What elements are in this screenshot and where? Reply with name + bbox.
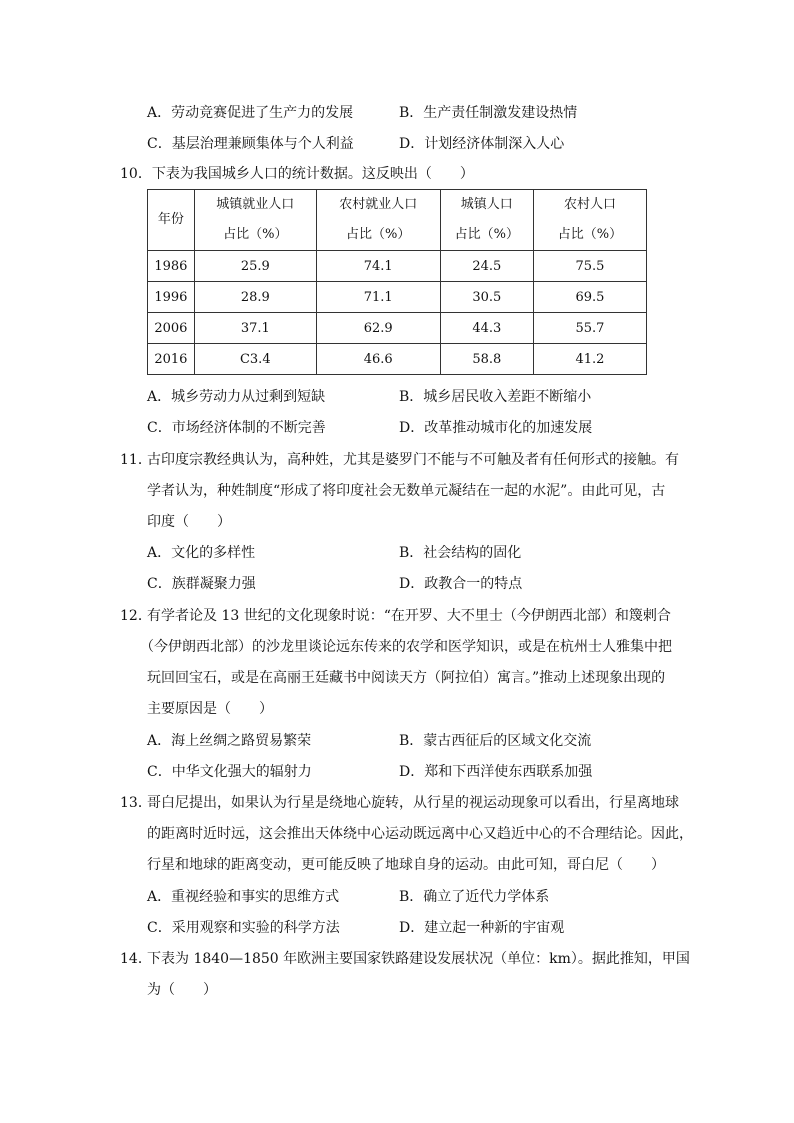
q12-line: 主要原因是（ ） (147, 701, 273, 717)
q11-number: 11． (120, 452, 152, 468)
option-text: 基层治理兼顾集体与个人利益 (171, 136, 354, 152)
option-text: 文化的多样性 (171, 545, 256, 561)
header-line: 占比（%） (454, 227, 519, 242)
option-letter: A． (147, 105, 172, 121)
q12-line: 有学者论及 13 世纪的文化现象时说：“在开罗、大不里士（今伊朗西北部）和篾剌合 (147, 608, 671, 624)
q11-line: 印度（ ） (147, 514, 231, 530)
table-cell: 74.1 (316, 251, 440, 282)
option-letter: C． (147, 764, 172, 780)
option-letter: A． (147, 389, 172, 405)
q10-option-a (147, 387, 325, 407)
option-text: 生产责任制激发建设热情 (423, 105, 578, 121)
table-cell: 24.5 (440, 251, 533, 282)
option-letter: D． (399, 920, 425, 936)
option-letter: A． (147, 545, 172, 561)
option-letter: C． (147, 420, 172, 436)
option-text: 确立了近代力学体系 (423, 889, 550, 905)
q14-line: 为（ ） (147, 982, 217, 998)
table-row (148, 313, 647, 344)
table-cell: 37.1 (194, 313, 316, 344)
header-year (148, 190, 195, 251)
q12-option-d (399, 762, 592, 782)
option-text: 计划经济体制深入人心 (424, 136, 565, 152)
q10-option-b (399, 387, 591, 407)
population-table (147, 189, 647, 375)
q10-stem (120, 164, 474, 184)
q9-option-a (147, 103, 353, 123)
header-rural-population (533, 190, 646, 251)
header-urban-population (440, 190, 533, 251)
header-line: 占比（%） (557, 227, 623, 242)
option-text: 城乡居民收入差距不断缩小 (423, 389, 592, 405)
option-text: 城乡劳动力从过剩到短缺 (171, 389, 326, 405)
q11-option-c (147, 574, 256, 594)
option-letter: D． (399, 136, 425, 152)
option-letter: B． (399, 545, 424, 561)
header-rural-employment (316, 190, 440, 251)
option-text: 海上丝绸之路贸易繁荣 (171, 733, 312, 749)
q11-option-d (399, 574, 522, 594)
table-cell: 25.9 (194, 251, 316, 282)
q13-option-d (399, 918, 564, 938)
option-text: 采用观察和实验的科学方法 (171, 920, 340, 936)
option-letter: B． (399, 389, 424, 405)
q9-option-d (399, 134, 564, 154)
q12-number: 12． (120, 608, 152, 624)
question-text: 下表为我国城乡人口的统计数据。这反映出（ ） (151, 166, 474, 182)
option-text: 族群凝聚力强 (171, 576, 256, 592)
q13-number: 13． (120, 795, 152, 811)
table-cell: 46.6 (316, 344, 440, 375)
table-cell: 2016 (148, 344, 195, 375)
q11-option-b (399, 543, 521, 563)
option-letter: B． (399, 889, 424, 905)
header-line: 农村人口 (563, 197, 616, 212)
q13-option-a (147, 887, 339, 907)
q13-line: 哥白尼提出，如果认为行星是绕地心旋转，从行星的视运动现象可以看出，行星离地球 (147, 795, 679, 811)
table-cell: 2006 (148, 313, 195, 344)
q12-option-c (147, 762, 312, 782)
header-line: 城镇人口 (460, 197, 513, 212)
q10-option-c (147, 418, 326, 438)
header-line: 城镇就业人口 (216, 197, 295, 212)
header-line: 占比（%） (223, 227, 288, 242)
q14-number: 14． (120, 951, 152, 967)
option-letter: A． (147, 889, 172, 905)
table-cell: 62.9 (316, 313, 440, 344)
table-cell: 69.5 (533, 282, 646, 313)
option-text: 社会结构的固化 (423, 545, 522, 561)
table-cell: 58.8 (440, 344, 533, 375)
q13-line: 的距离时近时远，这会推出天体绕中心运动既远离中心又趋近中心的不合理结论。因此， (147, 826, 693, 842)
table-cell: 28.9 (194, 282, 316, 313)
table-row (148, 251, 647, 282)
header-line: 年份 (157, 212, 184, 227)
option-letter: D． (399, 764, 425, 780)
table-cell: 44.3 (440, 313, 533, 344)
table-header-row (148, 190, 647, 251)
table-cell: 55.7 (533, 313, 646, 344)
option-letter: C． (147, 920, 172, 936)
q13-option-c (147, 918, 340, 938)
table-cell: 75.5 (533, 251, 646, 282)
option-text: 政教合一的特点 (424, 576, 523, 592)
option-letter: B． (399, 733, 424, 749)
q12-option-b (399, 731, 591, 751)
option-text: 改革推动城市化的加速发展 (424, 420, 593, 436)
q12-line: （今伊朗西北部）的沙龙里谈论远东传来的农学和医学知识，或是在杭州士人雅集中把 (140, 639, 672, 655)
q10-option-d (399, 418, 592, 438)
question-number: 10． (120, 166, 152, 182)
option-text: 蒙古西征后的区域文化交流 (423, 733, 592, 749)
header-urban-employment (194, 190, 316, 251)
q12-option-a (147, 731, 311, 751)
q9-option-b (399, 103, 577, 123)
q9-option-c (147, 134, 354, 154)
option-letter: D． (399, 420, 425, 436)
option-letter: C． (147, 576, 172, 592)
table-row (148, 344, 647, 375)
option-text: 郑和下西洋使东西联系加强 (424, 764, 593, 780)
table-cell: 41.2 (533, 344, 646, 375)
table-row (148, 282, 647, 313)
option-text: 市场经济体制的不断完善 (171, 420, 326, 436)
option-text: 中华文化强大的辐射力 (171, 764, 312, 780)
q11-line: 学者认为，种姓制度“形成了将印度社会无数单元凝结在一起的水泥”。由此可见，古 (147, 483, 666, 499)
header-line: 农村就业人口 (339, 197, 418, 212)
q12-line: 玩回回宝石，或是在高丽王廷藏书中阅读天方（阿拉伯）寓言。”推动上述现象出现的 (147, 670, 666, 686)
q11-line: 古印度宗教经典认为，高种姓，尤其是婆罗门不能与不可触及者有任何形式的接触。有 (147, 452, 679, 468)
option-letter: A． (147, 733, 172, 749)
option-text: 劳动竞赛促进了生产力的发展 (171, 105, 354, 121)
table-cell: C3.4 (194, 344, 316, 375)
table-cell: 30.5 (440, 282, 533, 313)
option-text: 建立起一种新的宇宙观 (424, 920, 565, 936)
q11-option-a (147, 543, 255, 563)
option-letter: C． (147, 136, 172, 152)
table-cell: 71.1 (316, 282, 440, 313)
option-text: 重视经验和事实的思维方式 (171, 889, 340, 905)
q14-line: 下表为 1840—1850 年欧洲主要国家铁路建设发展状况（单位：km）。据此推知，甲国 (147, 951, 690, 967)
q13-line: 行星和地球的距离变动，更可能反映了地球自身的运动。由此可知，哥白尼（ ） (147, 857, 665, 873)
table-cell: 1986 (148, 251, 195, 282)
option-letter: B． (399, 105, 424, 121)
q13-option-b (399, 887, 549, 907)
header-line: 占比（%） (346, 227, 411, 242)
option-letter: D． (399, 576, 425, 592)
table-cell: 1996 (148, 282, 195, 313)
